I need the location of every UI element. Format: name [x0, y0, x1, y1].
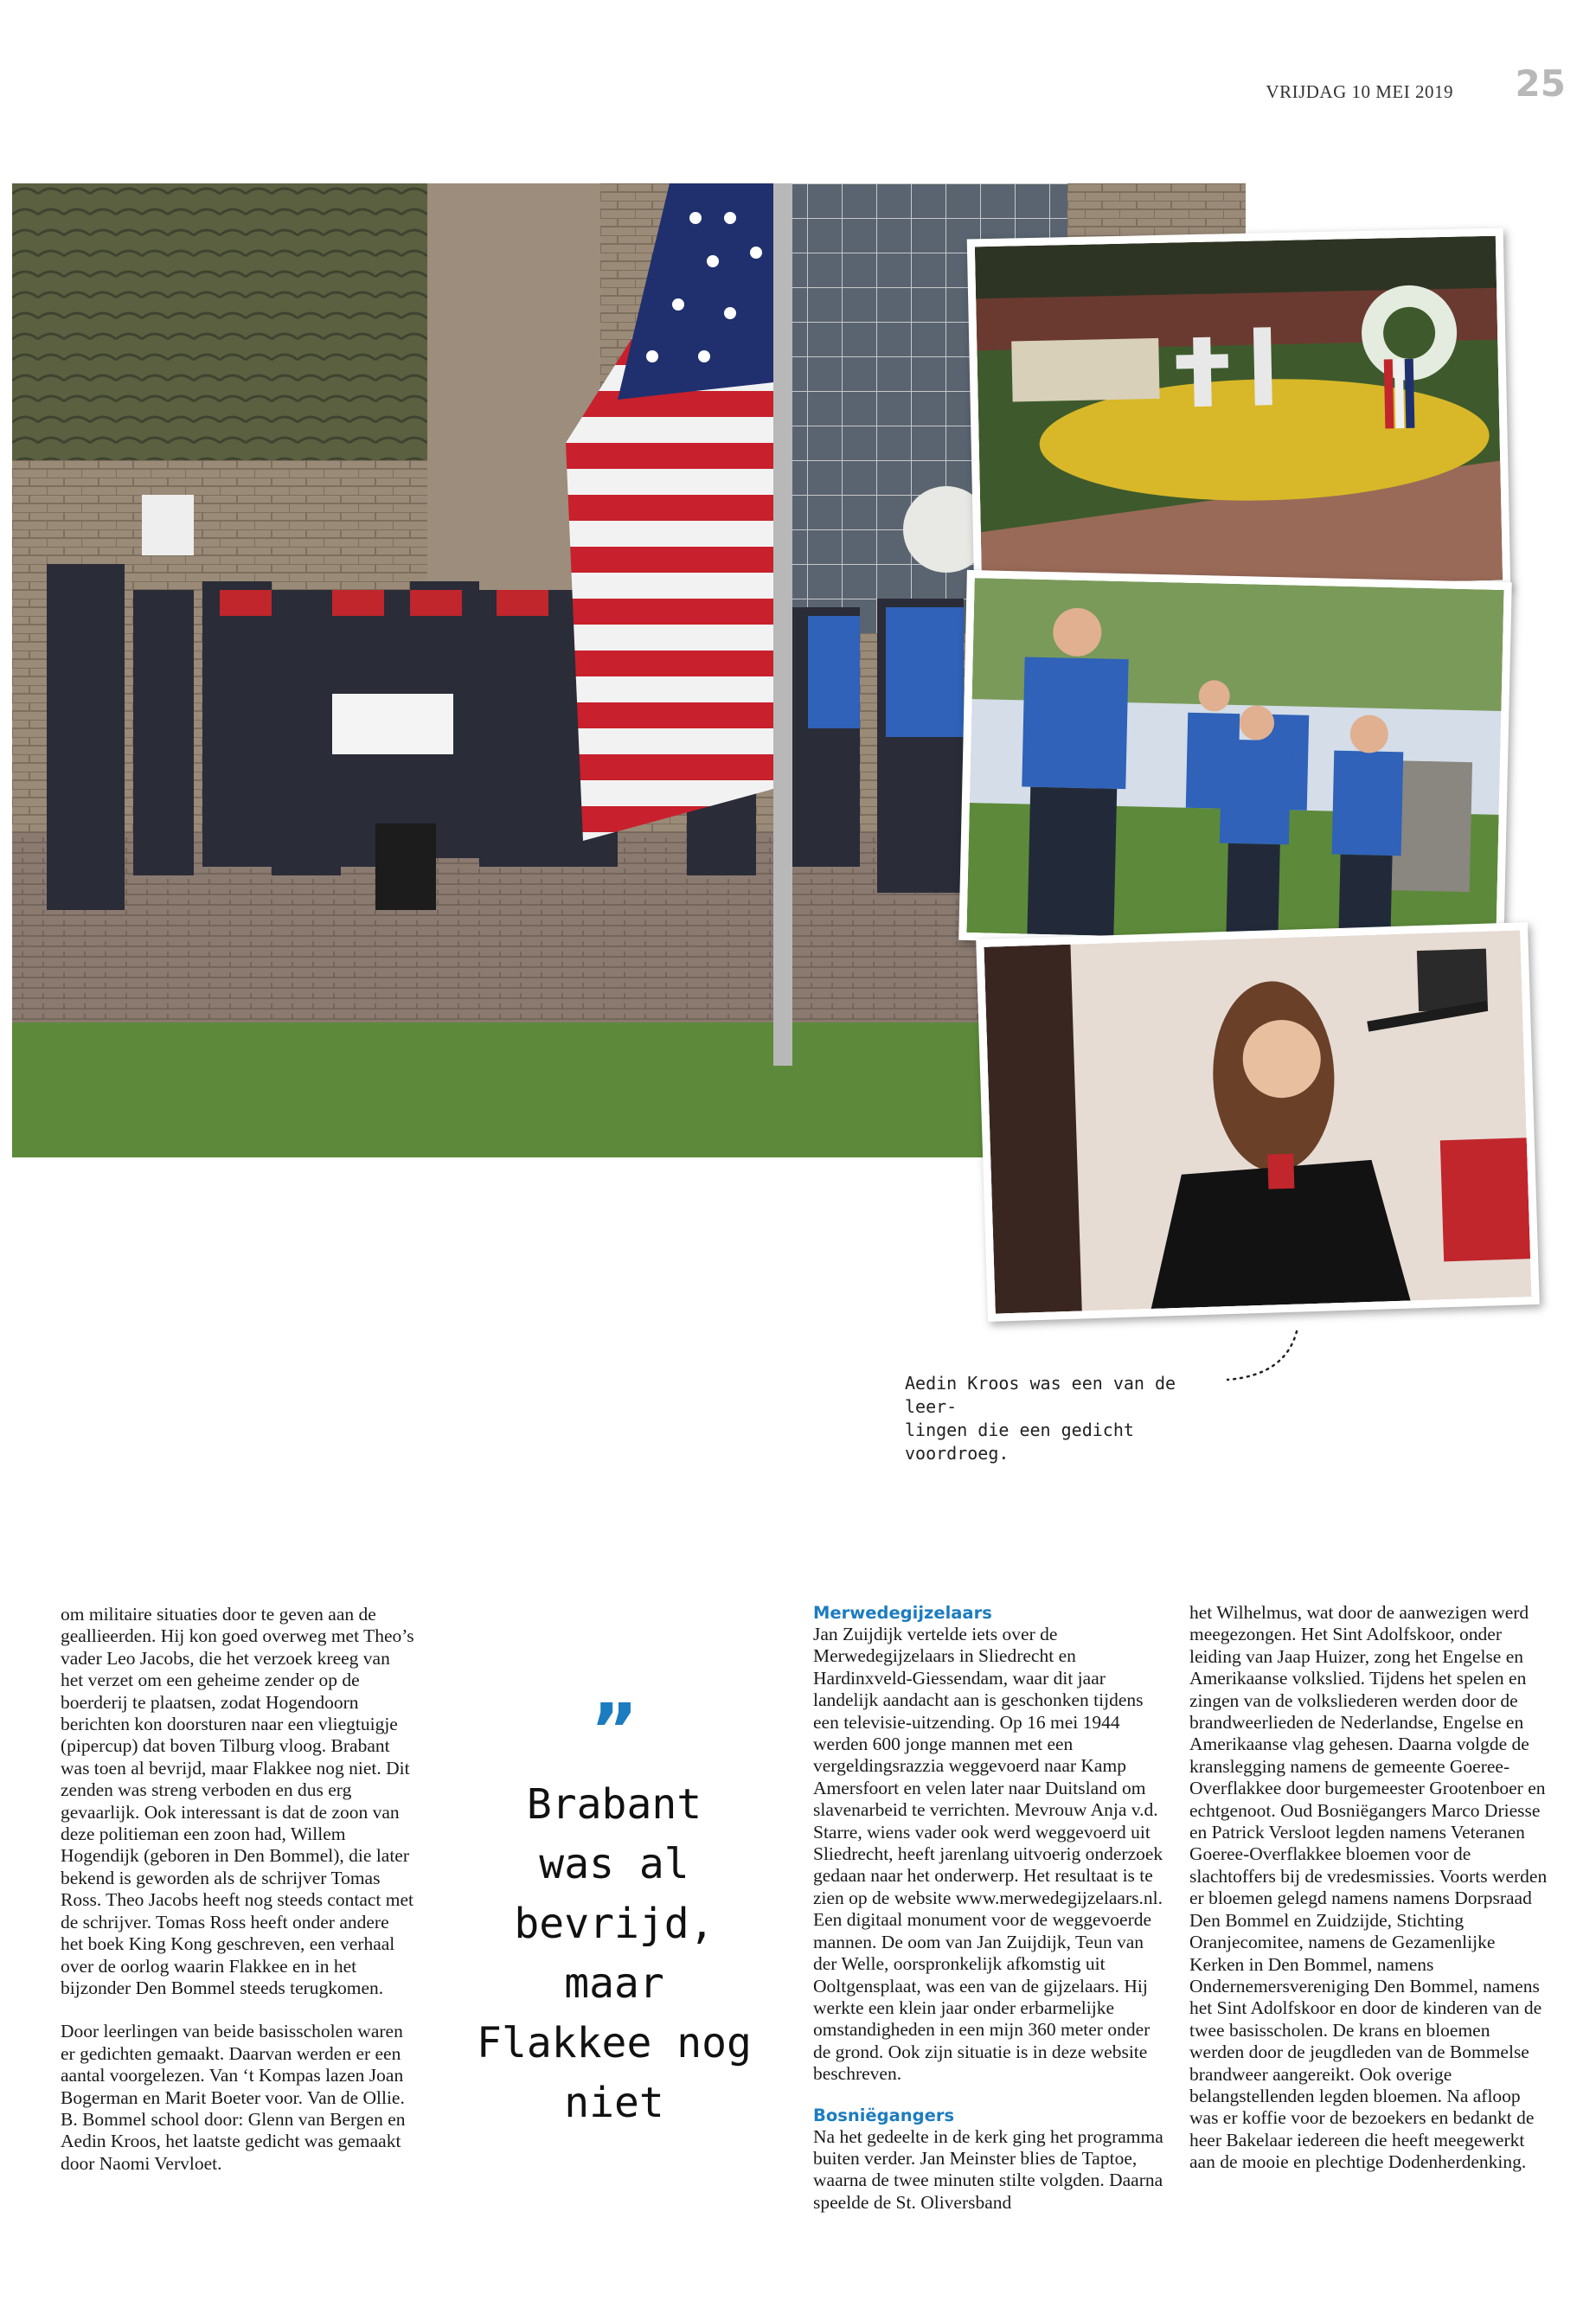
pull-quote-line: maar — [564, 1959, 664, 2008]
pull-quote-line: niet — [564, 2079, 664, 2127]
page-number: 25 — [1515, 62, 1566, 105]
caption-line-1: Aedin Kroos was een van de leer- — [905, 1373, 1176, 1417]
header-date: VRIJDAG 10 MEI 2019 — [1266, 81, 1453, 102]
pull-quote-line: was al — [539, 1840, 689, 1888]
caption-line-2: lingen die een gedicht voordroeg. — [905, 1420, 1134, 1464]
pull-quote — [458, 1775, 770, 2133]
article-paragraph: Na het gedeelte in de kerk ging het programma buiten verder. Jan Meinster blies de Taptoe, waarna de twee minuten stilte volgden. Daarna speelde de St. Oliversband — [813, 2125, 1163, 2213]
quote-mark-icon: ” — [590, 1688, 638, 1772]
article-paragraph: om militaire situaties door te geven aan de geallieerden. Hij kon goed overweg met Theo’s vader Leo Jacobs, die het verzoek kreeg van het verzet om een geheime zender op de boerderij te plaatsen, zodat Hogendoorn berichten kon doorsturen naar een vliegtuigje (pipercup) dat boven Tilburg vloog. Brabant was toen al bevrijd, maar Flakkee nog niet. Dit zenden was streng verboden en dus erg gevaarlijk. Ook interessant is dat de zoon van deze politieman een zoon had, Willem Hogendijk (geboren in Den Bommel), die later bekend is geworden als de schrijver Tomas Ross. Theo Jacobs heeft nog steeds contact met de schrijver. Tomas Ross heeft onder andere het boek King Kong geschreven, een verhaal over de oorlog waarin Flakkee en in het bijzonder Den Bommel steeds terugkomen. — [61, 1604, 414, 1998]
pull-quote-line: Brabant — [526, 1780, 702, 1829]
photo-girl-reading-poem — [976, 922, 1540, 1322]
photo-youth-brigade — [958, 570, 1512, 952]
photo-caption — [905, 1372, 1234, 1465]
article-column-1 — [61, 1604, 415, 2175]
article-paragraph: het Wilhelmus, wat door de aanwezigen werd meegezongen. Het Sint Adolfskoor, onder leiding van Jaap Huizer, zong het Engelse en Amerikaanse volkslied. Tijdens het spelen en zingen van de volksliederen werden door de brandweerlieden de Nederlandse, Engelse en Amerikaanse vlag gehesen. Daarna volgde de kranslegging namens de gemeente Goeree-Overflakkee door burgemeester Grootenboer en echtgenoot. Oud Bosniëgangers Marco Driesse en Patrick Versloot legden namens Veteranen Goeree-Overflakkee bloemen voor de slachtoffers bij de vredesmissies. Voorts werden er bloemen gelegd namens namens Dorpsraad Den Bommel en Zuidzijde, Stichting Oranjecomitee, namens de Gezamenlijke Kerken in Den Bommel, namens Ondernemersvereniging Den Bommel, namens het Sint Adolfskoor en door de kinderen van de twee basisscholen. De krans en bloemen werden door de jeugdleden van de Bommelse brandweer aangereikt. Ook overige belangstellenden legden bloemen. Na afloop was er koffie voor de bezoekers en bedankt de heer Bakelaar iedereen die heeft meegewerkt aan de mooie en plechtige Dodenherdenking. — [1189, 1602, 1548, 2173]
photo-memorial-wreath — [967, 228, 1511, 599]
caption-pointer-dots — [1227, 1324, 1313, 1384]
pull-quote-line: bevrijd, — [514, 1900, 715, 1948]
article-paragraph: Door leerlingen van beide basisscholen waren er gedichten gemaakt. Daarvan werden er een aantal voorgelezen. Van ‘t Kompas lazen Joan Bogerman en Marit Boeter voor. Van de Ollie. B. Bommel school door: Glenn van Bergen en Aedin Kroos, het laatste gedicht was gemaakt door Naomi Vervloet. — [61, 2021, 406, 2174]
article-paragraph: Jan Zuijdijk vertelde iets over de Merwedegijzelaars in Sliedrecht en Hardinxveld-Giessendam, waar dit jaar landelijk aandacht aan is geschonken tijdens een televisie-uitzending. Op 16 mei 1944 werden 600 jonge mannen met een vergeldingsrazzia weggevoerd naar Kamp Amersfoort en velen later naar Duitsland om slavenarbeid te verrichten. Mevrouw Anja v.d. Starre, wiens vader ook werd weggevoerd uit Sliedrecht, heeft jarenlang uitvoerig onderzoek gedaan naar het onderwerp. Het resultaat is te zien op de website www.merwedegijzelaars.nl. Een digitaal monument voor de weggevoerde mannen. De oom van Jan Zuijdijk, Teun van der Welle, oorspronkelijk afkomstig uit Ooltgensplaat, was een van de gijzelaars. Hij werkte een klein jaar onder erbarmelijke omstandigheden in een mijn 360 meter onder de grond. Ook zijn situatie is in deze website beschreven. — [813, 1624, 1163, 2085]
article-column-3 — [813, 1602, 1163, 2214]
pull-quote-line: Flakkee nog — [477, 2019, 752, 2067]
section-heading-merwedegijzelaars: Merwedegijzelaars — [813, 1603, 992, 1623]
section-heading-bosniegangers: Bosniëgangers — [813, 2105, 955, 2125]
article-column-4 — [1189, 1602, 1548, 2174]
